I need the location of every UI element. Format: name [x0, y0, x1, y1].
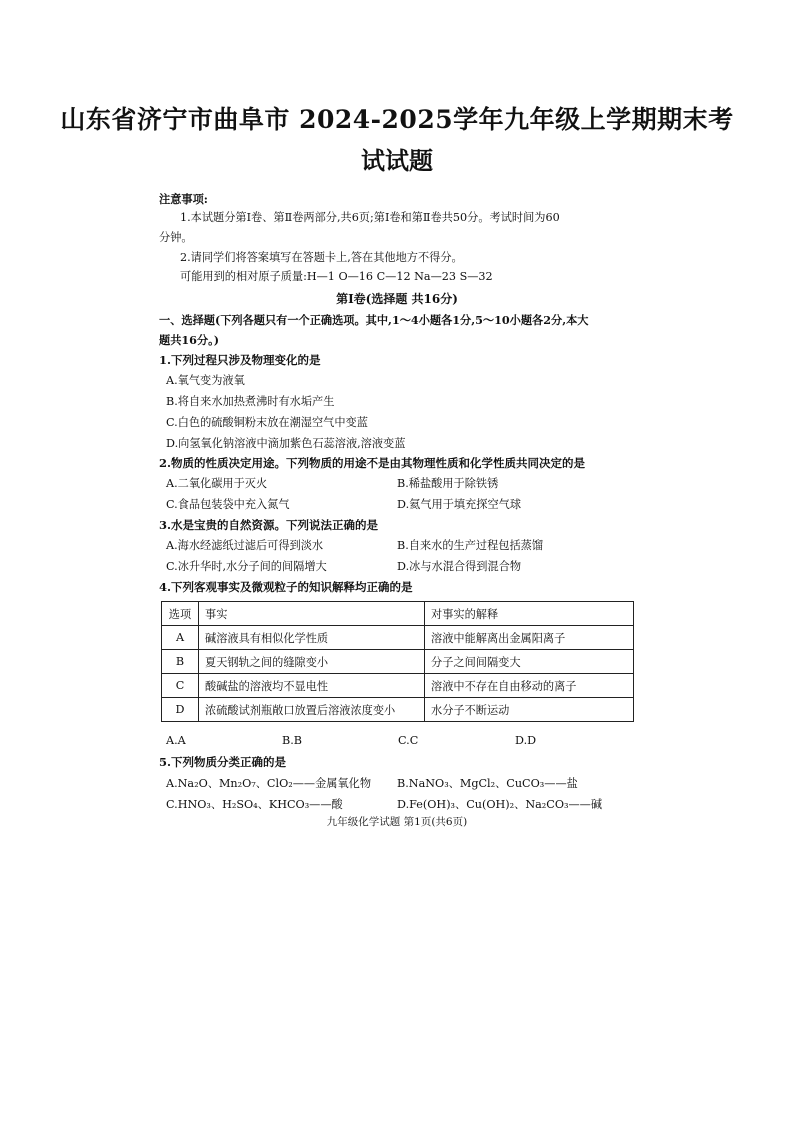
table-row	[162, 650, 634, 674]
question-4-option-a: A.A	[166, 734, 186, 747]
question-1-option-d: D.向氢氧化钠溶液中滴加紫色石蕊溶液,溶液变蓝	[166, 437, 406, 450]
page-footer: 九年级化学试题 第1页(共6页)	[326, 816, 468, 828]
question-3-option-d: D.冰与水混合得到混合物	[397, 560, 522, 573]
exam-title: 山东省济宁市曲阜市 2024-2025学年九年级上学期期末考	[60, 105, 734, 134]
question-4-stem: 4.下列客观事实及微观粒子的知识解释均正确的是	[159, 580, 413, 594]
table-cell-option: D	[162, 698, 199, 722]
part-1-instructions: 一、选择题(下列各题只有一个正确选项。其中,1～4小题各1分,5～10小题各2分,本大	[159, 313, 589, 327]
question-5-option-c: C.HNO₃、H₂SO₄、KHCO₃——酸	[166, 798, 343, 811]
question-5-option-d: D.Fe(OH)₃、Cu(OH)₂、Na₂CO₃——碱	[397, 798, 603, 811]
table-cell-fact: 浓硫酸试剂瓶敞口放置后溶液浓度变小	[199, 698, 425, 722]
table-cell-option: C	[162, 674, 199, 698]
question-3-option-c: C.冰升华时,水分子间的间隔增大	[166, 560, 327, 573]
table-cell-explanation: 分子之间间隔变大	[425, 650, 634, 674]
question-1-option-a: A.氧气变为液氧	[166, 374, 245, 387]
table-header-fact: 事实	[199, 602, 425, 626]
table-cell-option: A	[162, 626, 199, 650]
notes-heading: 注意事项:	[159, 192, 208, 206]
table-cell-explanation: 溶液中不存在自由移动的离子	[425, 674, 634, 698]
question-1-option-b: B.将自来水加热煮沸时有水垢产生	[166, 395, 335, 408]
table-row	[162, 674, 634, 698]
table-row	[162, 698, 634, 722]
exam-title-line2: 试试题	[361, 146, 433, 175]
question-2-option-c: C.食品包装袋中充入氮气	[166, 498, 290, 511]
table-cell-option: B	[162, 650, 199, 674]
section-1-title: 第Ⅰ卷(选择题 共16分)	[336, 292, 458, 306]
table-cell-explanation: 水分子不断运动	[425, 698, 634, 722]
table-cell-fact: 酸碱盐的溶液均不显电性	[199, 674, 425, 698]
atomic-masses: 可能用到的相对原子质量:H—1 O—16 C—12 Na—23 S—32	[180, 270, 493, 283]
table-header-option: 选项	[162, 602, 199, 626]
question-2-stem: 2.物质的性质决定用途。下列物质的用途不是由其物理性质和化学性质共同决定的是	[159, 456, 586, 470]
table-cell-fact: 夏天钢轨之间的缝隙变小	[199, 650, 425, 674]
note-2: 2.请同学们将答案填写在答题卡上,答在其他地方不得分。	[180, 251, 463, 264]
question-2-option-d: D.氦气用于填充探空气球	[397, 498, 522, 511]
table-header-explanation: 对事实的解释	[425, 602, 634, 626]
question-5-option-a: A.Na₂O、Mn₂O₇、ClO₂——金属氧化物	[166, 777, 372, 790]
question-1-option-c: C.白色的硫酸铜粉末放在潮湿空气中变蓝	[166, 416, 368, 429]
part-1-instructions-cont: 题共16分。)	[159, 333, 220, 347]
question-5-stem: 5.下列物质分类正确的是	[159, 755, 287, 769]
table-cell-fact: 碱溶液具有相似化学性质	[199, 626, 425, 650]
table-cell-explanation: 溶液中能解离出金属阳离子	[425, 626, 634, 650]
question-2-option-a: A.二氧化碳用于灭火	[166, 477, 268, 490]
table-header-row	[162, 602, 634, 626]
question-4-option-b: B.B	[282, 734, 302, 747]
note-1: 1.本试题分第Ⅰ卷、第Ⅱ卷两部分,共6页;第Ⅰ卷和第Ⅱ卷共50分。考试时间为60	[180, 211, 560, 224]
table-row	[162, 626, 634, 650]
question-1-stem: 1.下列过程只涉及物理变化的是	[159, 353, 321, 367]
question-3-option-b: B.自来水的生产过程包括蒸馏	[397, 539, 544, 552]
question-4-option-c: C.C	[398, 734, 419, 747]
question-3-option-a: A.海水经滤纸过滤后可得到淡水	[166, 539, 324, 552]
question-3-stem: 3.水是宝贵的自然资源。下列说法正确的是	[159, 518, 379, 532]
question-2-option-b: B.稀盐酸用于除铁锈	[397, 477, 499, 490]
question-5-option-b: B.NaNO₃、MgCl₂、CuCO₃——盐	[397, 777, 578, 790]
facts-table	[161, 601, 634, 722]
note-1-cont: 分钟。	[159, 231, 193, 244]
question-4-option-d: D.D	[515, 734, 537, 747]
